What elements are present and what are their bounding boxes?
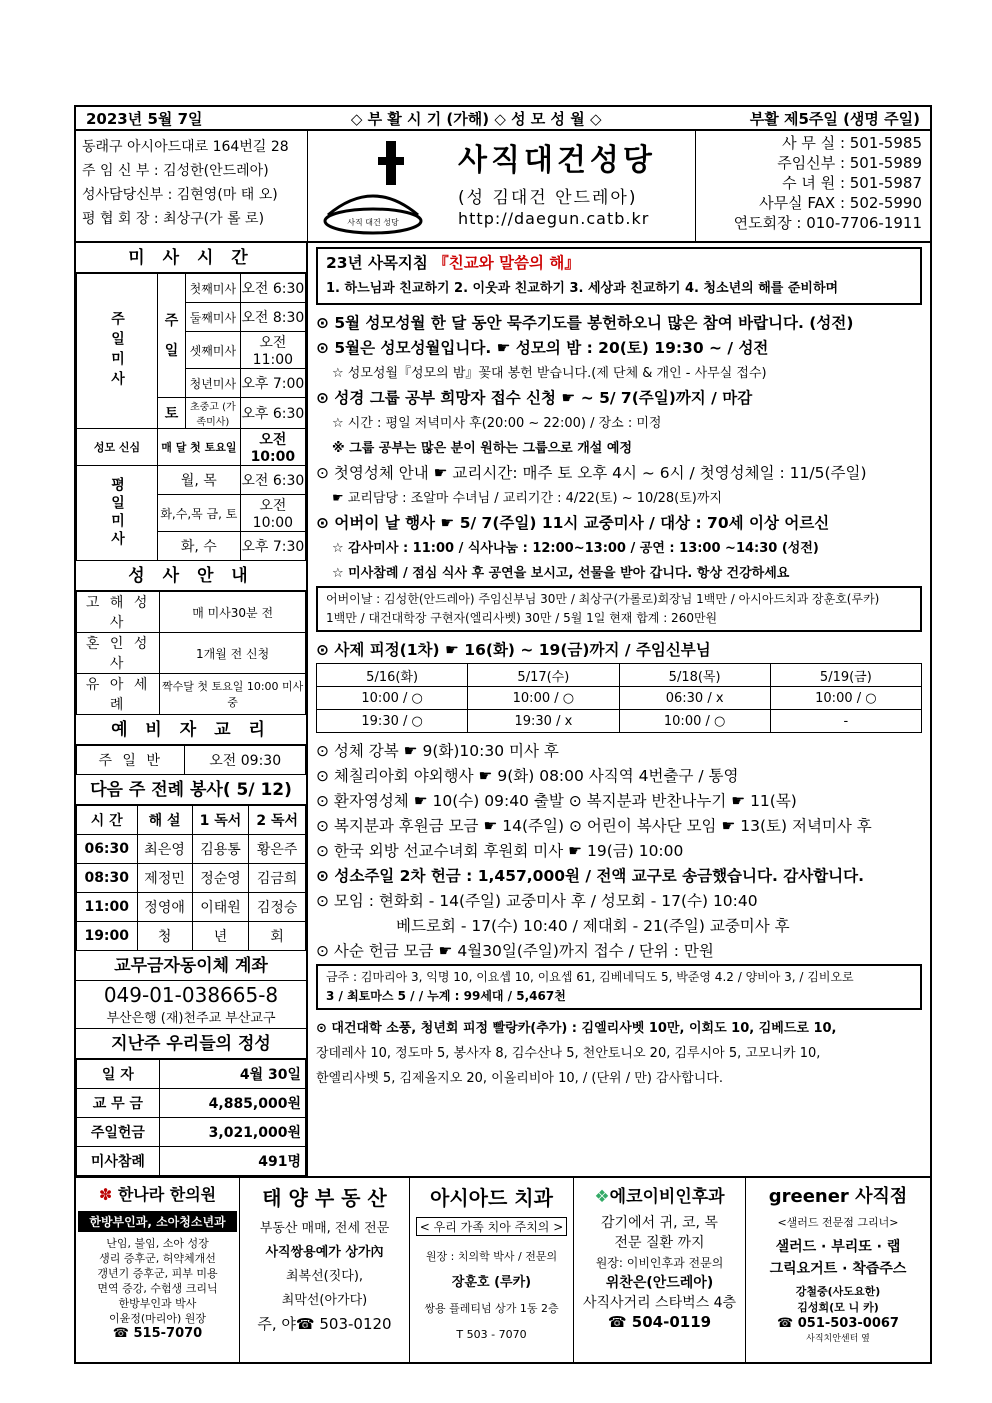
sacrament-name: 혼 인 성 사 (77, 633, 160, 674)
notice-welfare: ⊙ 복지분과 후원금 모금 ☛ 14(주일) ⊙ 어린이 복사단 모임 ☛ 13(토) 저녁미사 후 (316, 817, 872, 835)
contact-office: 사 무 실 : 501-5985 (782, 134, 922, 152)
ad-phone: 주, 야☎ 503-0120 (257, 1315, 392, 1333)
sacrament-name: 유 아 세 례 (77, 674, 160, 715)
service-header: 해 설 (137, 806, 192, 835)
mass-name: 청년미사 (186, 369, 241, 398)
council-line: 평 협 회 장 : 최상구(가 롤 로) (82, 211, 265, 227)
bulletin-date: 2023년 5월 7일 (86, 109, 203, 128)
notice-meetings: ⊙ 모임 : 현화회 - 14(주일) 교중미사 후 / 성모회 - 17(수) 10:40 (316, 892, 758, 910)
ad-taeyang: 태 양 부 동 산 부동산 매매, 전세 전문 사직쌍용예가 상가內 최복선(짓다), 최막선(아가다) 주, 야☎ 503-0120 (240, 1178, 410, 1362)
mass-times-table (76, 273, 306, 561)
left-column (76, 243, 308, 1176)
church-brand (308, 131, 696, 241)
notice-parents-day: ⊙ 어버이 날 행사 ☛ 5/ 7(주일) 11시 교중미사 / 대상 : 70세 이상 어르신 (316, 514, 830, 532)
table-row: 08:30 제정민 정순영 김금희 (77, 864, 306, 893)
ad-phone: ☎ 504-0119 (607, 1313, 712, 1331)
ad-note: 사직치안센터 옆 (806, 1334, 870, 1344)
offering-table (76, 1059, 306, 1176)
contact-pastor: 주임신부 : 501-5989 (777, 154, 922, 172)
weekday-days: 화,수,목 금, 토 (158, 495, 241, 532)
church-name: 사직대건성당 (458, 143, 656, 178)
offering-title: 지난주 우리들의 정성 (76, 1029, 306, 1059)
notice-parents-note: ☆ 미사참례 / 점심 식사 후 공연을 보시고, 선물을 받아 갑니다. 항상 건강하세요 (332, 566, 790, 581)
contact-list (696, 131, 930, 241)
contact-convent: 수 녀 원 : 501-5987 (782, 174, 922, 192)
weekday-days: 월, 목 (158, 466, 241, 495)
notice-may-detail: ☆ 성모성월『성모의 밤』꽃대 봉헌 받습니다.(제 단체 & 개인 - 사무실 접수) (332, 366, 767, 381)
account-number: 049-01-038665-8 (103, 983, 279, 1007)
sacrament-note: 매 미사30분 전 (160, 592, 306, 633)
catechumen-table (76, 745, 306, 775)
account-box (76, 981, 306, 1029)
notice-vocation: ⊙ 성소주일 2차 헌금 : 1,457,000원 / 전액 교구로 송금했습니다. 감사합니다. (316, 867, 864, 885)
table-row: 미사참례 491명 (77, 1147, 306, 1176)
notices-column (308, 243, 930, 1176)
mass-time: 오후 7:30 (240, 532, 305, 561)
sunday-mass-label: 주일미사 (77, 274, 158, 429)
ad-title: greener 사직점 (768, 1186, 908, 1207)
service-header: 1 독서 (192, 806, 249, 835)
pastoral-guide (316, 247, 922, 305)
retreat-table: 5/16(화) 5/17(수) 5/18(목) 5/19(금) 10:00 / ○ 10:00 / ○ 06:30 / x 10:00 / ○ 19:30 / ○ 19:30 / x 10:00 / ○ - (316, 663, 922, 733)
notice-retreat: ⊙ 사제 피정(1차) ☛ 16(화) ~ 19(금)까지 / 주임신부님 (316, 641, 711, 659)
catechumen-day: 주 일 반 (77, 746, 185, 775)
weekday-mass-label: 평일미사 (77, 466, 158, 561)
service-header: 2 독서 (249, 806, 306, 835)
notice-lent: ⊙ 사순 헌금 모금 ☛ 4월30일(주일)까지 접수 / 단위 : 만원 (316, 942, 714, 960)
mass-name: 셋째미사 (186, 332, 241, 369)
notice-mission: ⊙ 한국 외방 선교수녀회 후원회 미사 ☛ 19(금) 10:00 (316, 842, 684, 860)
notice-sick-communion: ⊙ 환자영성체 ☛ 10(수) 09:40 출발 ⊙ 복지분과 반찬나누기 ☛ 11(목) (316, 792, 797, 810)
sacrament-title: 성 사 안 내 (76, 561, 306, 591)
ad-title: 한나라 한의원 (117, 1185, 217, 1204)
main-body (74, 243, 932, 1178)
notice-bible: ⊙ 성경 그룹 공부 희망자 접수 신청 ☛ ~ 5/ 7(주일)까지 / 마감 (316, 389, 753, 407)
catechumen-time: 오전 09:30 (185, 746, 306, 775)
lent-line: 금주 : 김마리아 3, 익명 10, 이요셉 10, 이요셉 61, 김베네딕도 5, 박준영 4.2 / 양비아 3, / 김비오로 (326, 970, 854, 984)
ad-phone: ☎ 515-7070 (112, 1326, 203, 1341)
table-row: 일 자 4월 30일 (77, 1060, 306, 1089)
pastor-line: 주 임 신 부 : 김성한(안드레아) (82, 163, 269, 179)
mass-time: 오후 6:30 (240, 398, 305, 429)
marian-day: 매 달 첫 토요일 (158, 429, 241, 466)
svg-text:사직 대건 성당: 사직 대건 성당 (347, 218, 399, 227)
notice-rosary: ⊙ 5월 성모성월 한 달 동안 묵주기도를 봉헌하오니 많은 참여 바랍니다. (성전) (316, 314, 854, 332)
assistant-line: 성사담당신부 : 김현영(마 태 오) (82, 187, 278, 203)
notice-bible-note: ※ 그룹 공부는 많은 분이 원하는 그룹으로 개설 예정 (332, 441, 633, 456)
guide-prefix: 23년 사목지침 (326, 254, 428, 272)
liturgical-week: 부활 제5주일 (생명 주일) (749, 109, 920, 128)
ad-greener: greener 사직점 <샐러드 전문점 그리너> 샐러드 · 부리또 · 랩 그릭요거트 · 착즙주스 강철중(사도요한) 김성희(모 니 카) ☎ 051-503-0067 사직치안센터 옆 (746, 1178, 930, 1362)
donation-line: 1백만 / 대건대학장 구현자(엘리사벳) 30만 / 5월 1일 현재 합계 : 260만원 (326, 611, 718, 625)
table-row: 교 무 금 4,885,000원 (77, 1089, 306, 1118)
marian-time: 오전 10:00 (240, 429, 305, 466)
sunday-label: 주 일 (158, 274, 186, 398)
ad-hannara: ✽ 한나라 한의원 한방부인과, 소아청소년과 난임, 불임, 소아 성장 생리 증후군, 허약체개선 갱년기 증후군, 피부 미용 면역 증강, 수험생 크리닉 한방부인과 박사 이윤정(마리아) 원장 ☎ 515-7070 (76, 1178, 240, 1362)
service-table (76, 805, 306, 951)
sacrament-table (76, 591, 306, 715)
lent-box (316, 964, 922, 1010)
sacrament-name: 고 해 성 사 (77, 592, 160, 633)
leaf-icon: ❖ (594, 1187, 610, 1207)
mass-name: 첫째미사 (186, 274, 241, 303)
sacrament-note: 1개월 전 신청 (160, 633, 306, 674)
church-logo-icon (318, 137, 428, 237)
ad-subtitle: < 우리 가족 치아 주치의 > (416, 1217, 567, 1236)
catechumen-title: 예 비 자 교 리 (76, 715, 306, 745)
ad-title: 아시아드 치과 (430, 1186, 553, 1210)
service-title: 다음 주 전례 봉사( 5/ 12) (76, 775, 306, 805)
notice-benediction: ⊙ 성체 강복 ☛ 9(화)10:30 미사 후 (316, 742, 559, 760)
donation-line: 어버이날 : 김성한(안드레아) 주임신부님 30만 / 최상구(가롤로)회장님 1백만 / 아시아드치과 장훈호(루카) (326, 592, 880, 606)
account-title: 교무금자동이체 계좌 (76, 951, 306, 981)
notice-picnic-2: 장데레사 10, 정도마 5, 봉사자 8, 김수산나 5, 천안토니오 20, 김루시아 5, 고모니카 10, (316, 1046, 821, 1061)
contact-fax: 사무실 FAX : 502-5990 (759, 194, 922, 212)
mass-time: 오전 6:30 (240, 466, 305, 495)
mass-time: 오전 10:00 (240, 495, 305, 532)
bulletin-page (74, 105, 932, 1364)
donation-box (316, 586, 922, 632)
notice-picnic-3: 한엘리사벳 5, 김제올지오 20, 이올리비아 10, / (단위 / 만) 감사합니다. (316, 1071, 723, 1086)
ad-eco-ent: ❖에코이비인후과 감기에서 귀, 코, 목 전문 질환 까지 원장: 이비인후과 전문의 위찬은(안드레아) 사직사거리 스타벅스 4층 ☎ 504-0119 (574, 1178, 746, 1362)
sacrament-note: 짝수달 첫 토요일 10:00 미사 중 (160, 674, 306, 715)
church-address: 동래구 아시아드대로 164번길 28 (82, 139, 289, 155)
notice-bible-time: ☆ 시간 : 평일 저녁미사 후(20:00 ~ 22:00) / 장소 : 미정 (332, 416, 662, 431)
notice-communion: ⊙ 첫영성체 안내 ☛ 교리시간: 매주 토 오후 4시 ~ 6시 / 첫영성체일 : 11/5(주일) (316, 464, 867, 482)
notice-meetings-2: 베드로회 - 17(수) 10:40 / 제대회 - 21(주일) 교중미사 후 (396, 917, 790, 935)
flower-icon: ✽ (98, 1185, 113, 1204)
church-patron: (성 김대건 안드레아) (458, 188, 638, 208)
table-row: 11:00 정영애 이태원 김정승 (77, 893, 306, 922)
ad-title: 에코이비인후과 (609, 1187, 725, 1207)
guide-items: 1. 하느님과 친교하기 2. 이웃과 친교하기 3. 세상과 친교하기 4. 청소년의 해를 준비하며 (326, 281, 839, 296)
header-bar (74, 105, 932, 131)
notice-parents-schedule: ☆ 감사미사 : 11:00 / 식사나눔 : 12:00~13:00 / 공연 : 13:00 ~14:30 (성전) (332, 541, 819, 556)
ad-subtitle: 한방부인과, 소아청소년과 (78, 1211, 237, 1232)
notice-communion-detail: ☛ 교리담당 : 조알마 수녀님 / 교리기간 : 4/22(토) ~ 10/28(토)까지 (332, 491, 722, 506)
service-header: 시 간 (77, 806, 138, 835)
ad-subtitle: <샐러드 전문점 그리너> (777, 1216, 899, 1229)
marian-label: 성모 신심 (77, 429, 158, 466)
ads-row (74, 1178, 932, 1364)
church-info (74, 131, 932, 243)
table-row: 10:00 / ○ 10:00 / ○ 06:30 / x 10:00 / ○ (317, 687, 922, 710)
church-staff (76, 131, 308, 241)
contact-funeral: 연도회장 : 010-7706-1911 (733, 214, 922, 232)
saturday-label: 토 (158, 398, 186, 429)
mass-times-title: 미 사 시 간 (76, 243, 306, 273)
mass-name: 초중고 (가족미사) (186, 398, 241, 429)
ad-asiad-dental: 아시아드 치과 < 우리 가족 치아 주치의 > 원장 : 치의학 박사 / 전문의 장훈호 (루카) 쌍용 플레티넘 상가 1동 2층 T 503 - 7070 (410, 1178, 574, 1362)
account-bank: 부산은행 (재)천주교 부산교구 (106, 1011, 276, 1026)
mass-time: 오후 7:00 (240, 369, 305, 398)
notice-picnic: ⊙ 대건대학 소풍, 청년회 피정 빨랑카(추가) : 김엘리사벳 10만, 이회도 10, 김베드로 10, (316, 1021, 837, 1036)
table-row: 주일헌금 3,021,000원 (77, 1118, 306, 1147)
guide-title: 『친교와 말씀의 해』 (433, 254, 580, 272)
weekday-days: 화, 수 (158, 532, 241, 561)
ad-phone: ☎ 051-503-0067 (777, 1316, 899, 1331)
table-row: 19:30 / ○ 19:30 / x 10:00 / ○ - (317, 710, 922, 733)
lent-line: 3 / 최토마스 5 / / 누계 : 99세대 / 5,467천 (326, 989, 566, 1003)
table-row: 06:30 최은영 김용통 황은주 (77, 835, 306, 864)
church-url[interactable]: http://daegun.catb.kr (458, 209, 650, 228)
ad-title: 태 양 부 동 산 (262, 1186, 387, 1210)
table-row: 19:00 청 년 회 (77, 922, 306, 951)
mass-time: 오전 11:00 (240, 332, 305, 369)
notice-may: ⊙ 5월은 성모성월입니다. ☛ 성모의 밤 : 20(토) 19:30 ~ / 성전 (316, 339, 769, 357)
liturgical-season: ◇ 부 활 시 기 (가해) ◇ 성 모 성 월 ◇ (350, 109, 602, 128)
notice-cecilia: ⊙ 체칠리아회 야외행사 ☛ 9(화) 08:00 사직역 4번출구 / 통영 (316, 767, 739, 785)
mass-time: 오전 8:30 (240, 303, 305, 332)
mass-name: 둘째미사 (186, 303, 241, 332)
mass-time: 오전 6:30 (240, 274, 305, 303)
